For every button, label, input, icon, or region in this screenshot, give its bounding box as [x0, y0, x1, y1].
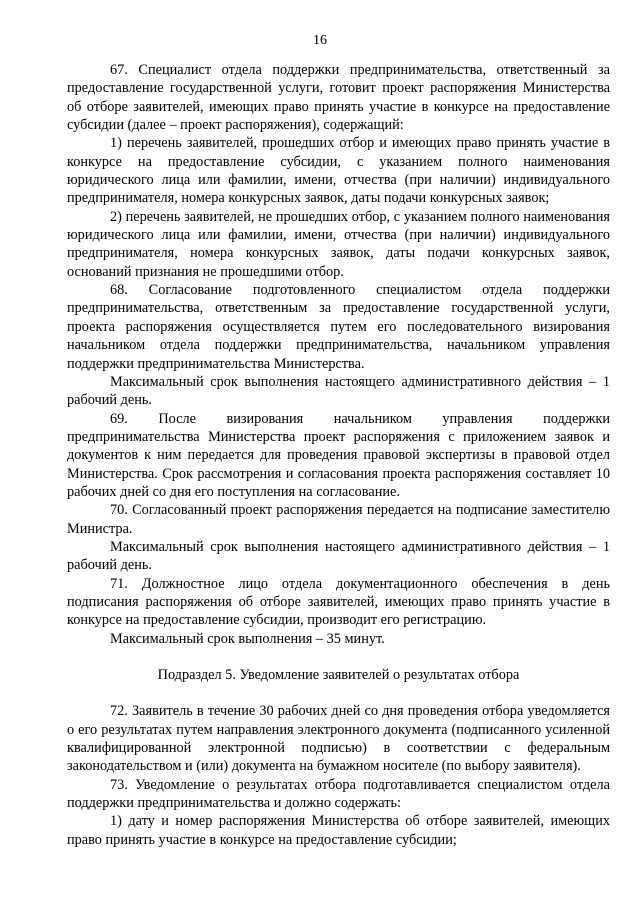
- paragraph-71: 71. Должностное лицо отдела документационного обеспечения в день подписания распоряжения об отборе заявителей, имеющих право принять участие в конкурсе на предоставление субсидии, производит его регистрацию.: [67, 575, 610, 629]
- page-number: 16: [313, 33, 327, 48]
- paragraph-67: 67. Специалист отдела поддержки предпринимательства, ответственный за предоставление государственной услуги, готовит проект распоряжения Министерства об отборе заявителей, имеющих право принять участие в конкурсе на предоставление субсидии (далее – проект распоряжения), содержащий:: [67, 62, 610, 134]
- paragraph-70: 70. Согласованный проект распоряжения передается на подписание заместителю Министра.: [67, 502, 610, 537]
- paragraph-68-max-term: Максимальный срок выполнения настоящего административного действия – 1 рабочий день.: [67, 373, 610, 409]
- paragraph-72: 72. Заявитель в течение 30 рабочих дней со дня проведения отбора уведомляется о его результатах путем направления электронного документа (подписанного усиленной квалифицированной электронной подписью) в соответствии с федеральным законодательством и (или) документа на бумажном носителе (по выбору заявителя).: [67, 703, 610, 775]
- paragraph-70-max-term: Максимальный срок выполнения настоящего административного действия – 1 рабочий день.: [67, 538, 610, 574]
- paragraph-73: 73. Уведомление о результатах отбора подготавливается специалистом отдела поддержки предпринимательства и должно содержать:: [67, 776, 610, 812]
- paragraph-69: 69. После визирования начальником управления поддержки предпринимательства Министерства проект распоряжения с приложением заявок и документов к ним передается для проведения правовой экспертизы в правовой отдел Министерства. Срок рассмотрения и согласования проекта распоряжения составляет 10 рабочих дней со дня его поступления на согласование.: [67, 410, 610, 500]
- paragraph-71-max-term: Максимальный срок выполнения – 35 минут.: [110, 630, 385, 647]
- paragraph-73-item-1: 1) дату и номер распоряжения Министерства об отборе заявителей, имеющих право принять участие в конкурсе на предоставление субсидии;: [67, 813, 610, 848]
- paragraph-68: 68. Согласование подготовленного специалистом отдела поддержки предпринимательства, ответственным за предоставление государственной услуги, проекта распоряжения осуществляется путем его последовательного визирования начальником отдела поддержки предпринимательства, начальником управления поддержки предпринимательства Министерства.: [67, 282, 610, 372]
- paragraph-67-item-2: 2) перечень заявителей, не прошедших отбор, с указанием полного наименования юридического лица или фамилии, имени, отчества (при наличии) индивидуального предпринимателя, номера конкурсных заявок, даты подачи конкурсных заявок, оснований признания не прошедшими отбор.: [67, 208, 610, 280]
- paragraph-67-item-1: 1) перечень заявителей, прошедших отбор и имеющих право принять участие в конкурсе на предоставление субсидии, с указанием полного наименования юридического лица или фамилии, имени, отчества (при наличии) индивидуального предпринимателя, номера конкурсных заявок, даты подачи конкурсных заявок;: [67, 135, 610, 207]
- document-body: [67, 61, 610, 849]
- subsection-heading: Подраздел 5. Уведомление заявителей о результатах отбора: [157, 667, 520, 683]
